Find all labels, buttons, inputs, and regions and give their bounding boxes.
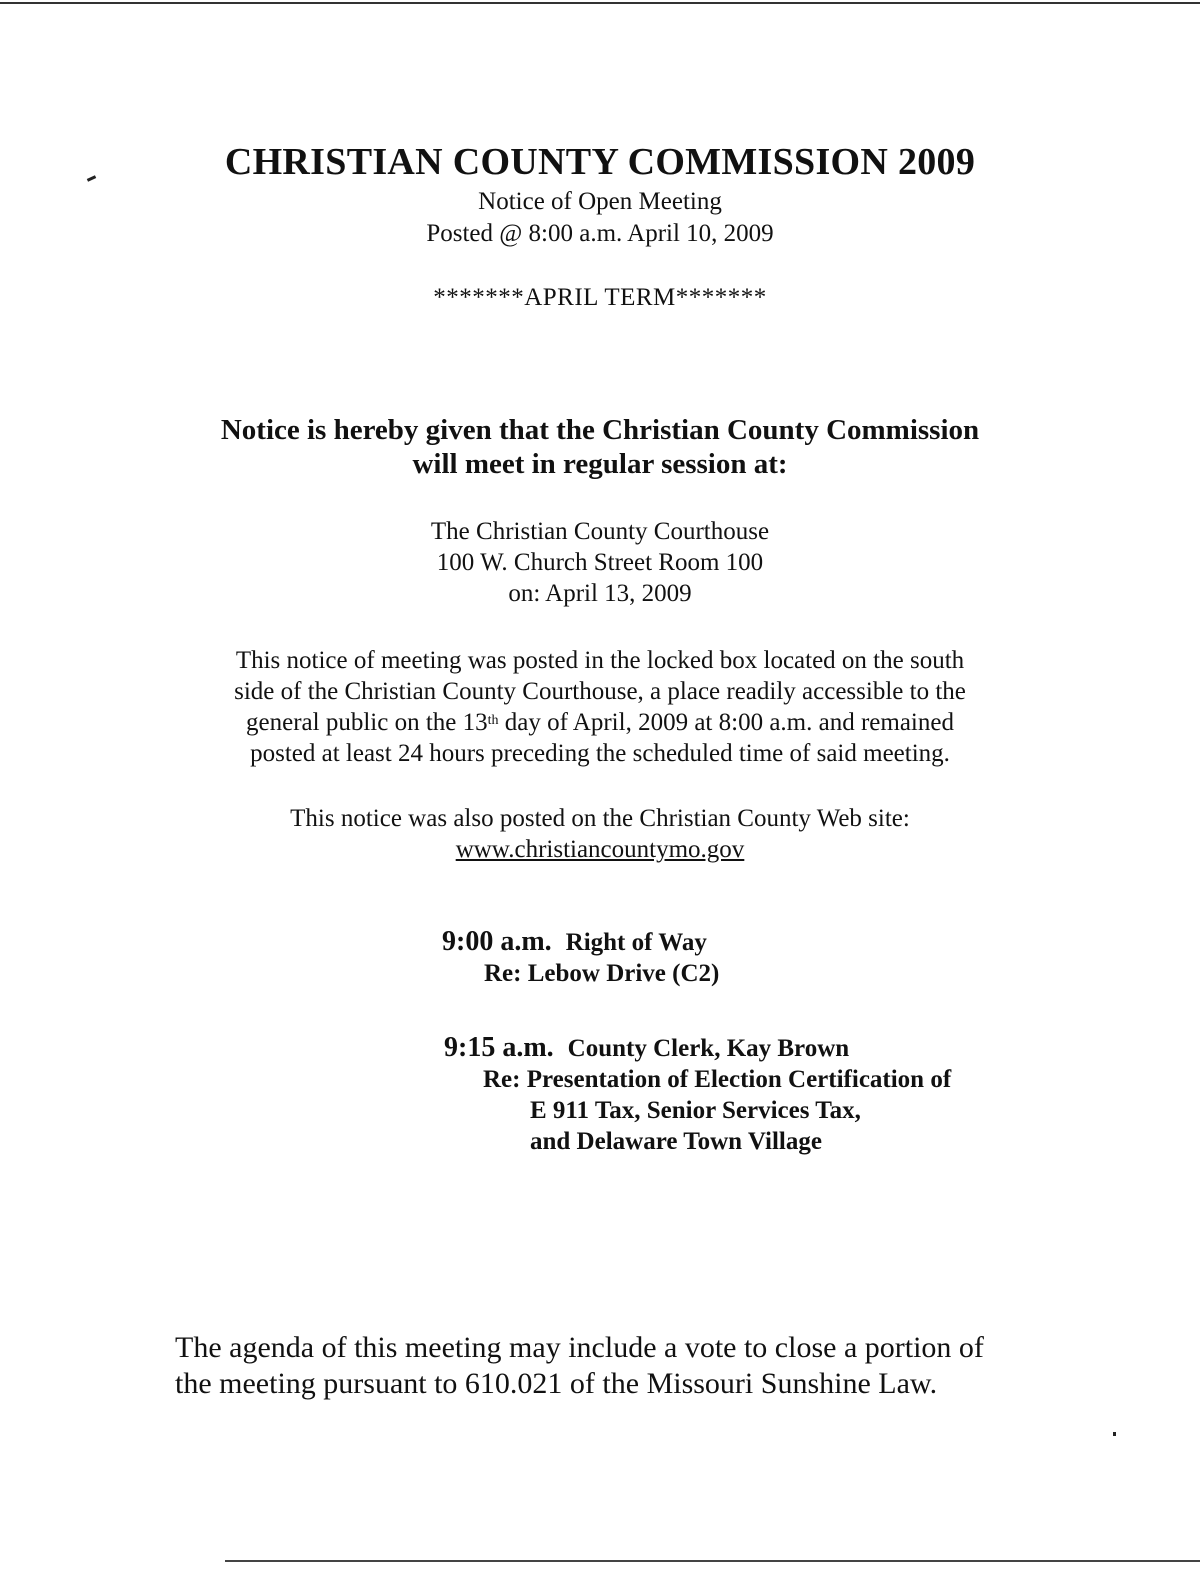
web-text: This notice was also posted on the Christian County Web site:	[290, 805, 910, 832]
venue-block	[0, 516, 1200, 609]
agenda-re: Re: Lebow Drive (C2)	[484, 960, 720, 987]
agenda-item	[444, 1032, 951, 1157]
posting-statement	[0, 645, 1200, 769]
footer-line: The agenda of this meeting may include a vote to close a portion of	[175, 1331, 984, 1364]
agenda-time: 9:00 a.m.	[442, 926, 552, 957]
agenda-re: Re: Presentation of Election Certification of	[483, 1066, 952, 1093]
scan-edge-top	[0, 2, 1200, 4]
notice-line: will meet in regular session at:	[412, 448, 788, 480]
ordinal-suffix: th	[487, 713, 499, 728]
scan-edge-bottom	[225, 1560, 1200, 1562]
venue-address: 100 W. Church Street Room 100	[436, 549, 764, 576]
posting-line: side of the Christian County Courthouse, a place readily accessible to the	[234, 678, 966, 705]
posting-line	[0, 707, 1200, 738]
document-title: CHRISTIAN COUNTY COMMISSION 2009	[224, 141, 976, 183]
posted-time: Posted @ 8:00 a.m. April 10, 2009	[426, 220, 774, 247]
web-notice	[0, 803, 1200, 865]
agenda-time: 9:15 a.m.	[444, 1032, 554, 1063]
notice-heading	[0, 413, 1200, 481]
agenda-re-continued: E 911 Tax, Senior Services Tax,	[530, 1097, 861, 1124]
posting-line: This notice of meeting was posted in the locked box located on the south	[235, 647, 965, 674]
meeting-date: on: April 13, 2009	[508, 580, 692, 607]
agenda-subject: County Clerk, Kay Brown	[567, 1035, 850, 1062]
agenda-re-continued: and Delaware Town Village	[530, 1128, 822, 1155]
agenda-item	[442, 926, 719, 989]
posting-text: general public on the 13	[246, 709, 488, 736]
venue-name: The Christian County Courthouse	[430, 518, 770, 545]
term-banner: *******APRIL TERM*******	[433, 284, 767, 311]
scan-speck	[1113, 1432, 1116, 1436]
posting-line: posted at least 24 hours preceding the scheduled time of said meeting.	[250, 740, 950, 767]
document-subtitle: Notice of Open Meeting	[478, 188, 722, 215]
footer-line: the meeting pursuant to 610.021 of the Missouri Sunshine Law.	[175, 1367, 938, 1400]
notice-line: Notice is hereby given that the Christian County Commission	[220, 414, 980, 446]
posting-text: day of April, 2009 at 8:00 a.m. and remained	[498, 709, 954, 736]
website-link[interactable]: www.christiancountymo.gov	[455, 836, 745, 863]
agenda-subject: Right of Way	[565, 929, 707, 956]
sunshine-law-notice	[175, 1330, 1125, 1402]
